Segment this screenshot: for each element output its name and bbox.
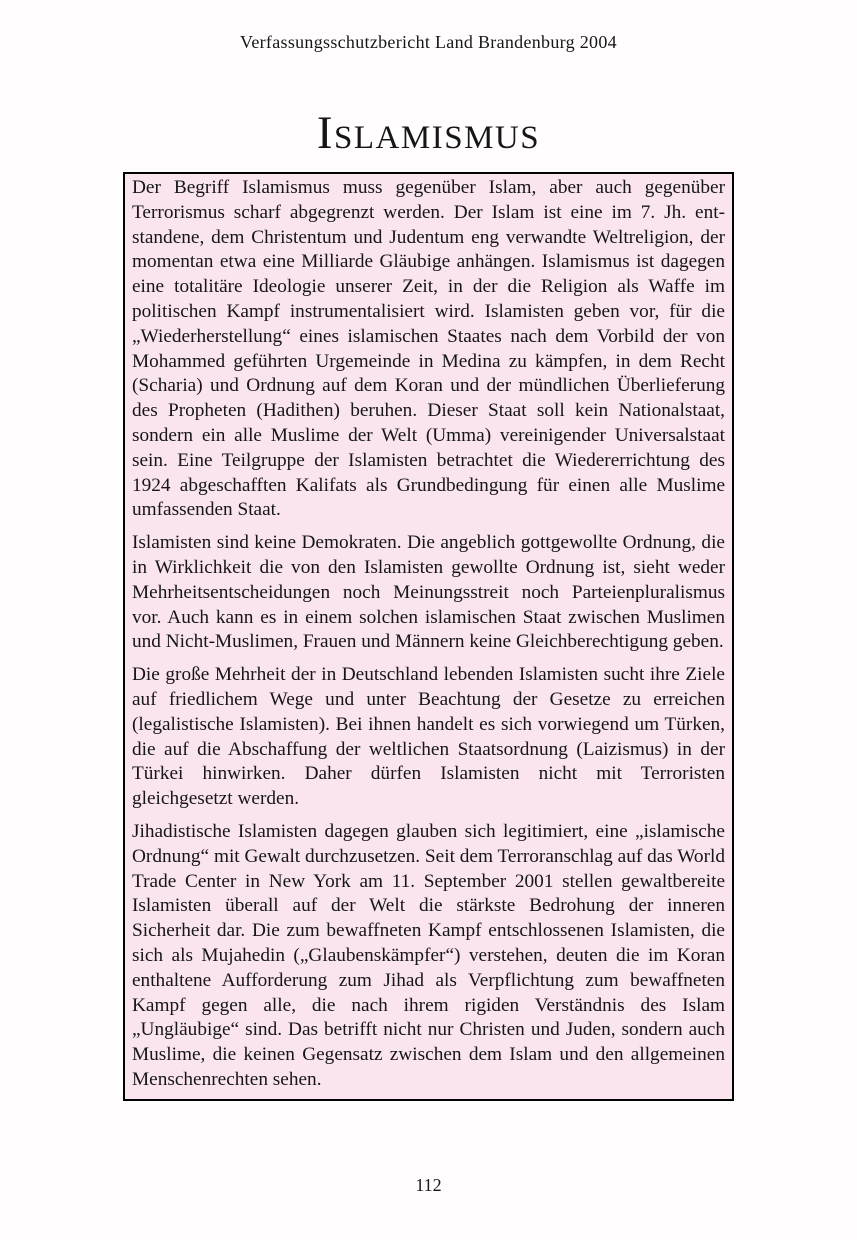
paragraph-islamisten-demokratie: Islamisten sind keine Demokraten. Die angeblich gottgewollte Ordnung, die in Wirklichkeit die von den Islamisten gewollte Ordnung ist, sieht weder Mehrheitsentscheidungen noch Meinungsstreit noch Parteienpluralismus vor. Auch kann es in einem solchen islamischen Staat zwischen Muslimen und Nicht-Muslimen, Frauen und Männern keine Gleichberechtigung geben. [132, 532, 725, 653]
paragraph-definition-islamismus: Der Begriff Islamismus muss gegenüber Islam, aber auch gegenüber Terrorismus scharf abgegrenzt werden. Der Islam ist eine im 7. Jh. entstandene, dem Christentum und Judentum eng verwandte Weltreligion, der momentan etwa eine Milliarde Gläubige anhängen. Islamismus ist dagegen eine totalitäre Ideologie unserer Zeit, in der die Religion als Waffe im politischen Kampf instrumentalisiert wird. Islamisten geben vor, für die „Wiederherstellung“ eines islamischen Staates nach dem Vorbild der von Mohammed geführten Urgemeinde in Medina zu kämpfen, in dem Recht (Scharia) und Ordnung auf dem Koran und der mündlichen Überlieferung des Propheten (Hadithen) beruhen. Dieser Staat soll kein Nationalstaat, sondern ein alle Muslime der Welt (Umma) vereinigender Universalstaat sein. Eine Teilgruppe der Islamisten betrachtet die Wiedererrichtung des 1924 abgeschafften Kalifats als Grundbedingung für einen alle Muslime umfassenden Staat. [132, 177, 725, 521]
content-box [123, 172, 734, 1101]
page-title: Islamismus [316, 107, 541, 159]
page-number: 112 [415, 1175, 442, 1195]
running-header: Verfassungsschutzbericht Land Brandenburg 2004 [240, 32, 617, 52]
paragraph-legalistische-islamisten: Die große Mehrheit der in Deutschland lebenden Islamisten sucht ihre Ziele auf friedlichem Wege und unter Beachtung der Gesetze zu erreichen (legalistische Islamisten). Bei ihnen handelt es sich vorwiegend um Türken, die auf die Abschaffung der weltlichen Staatsordnung (Laizismus) in der Türkei hinwirken. Daher dürfen Islamisten nicht mit Terroristen gleichgesetzt werden. [132, 664, 725, 810]
paragraph-jihadistische-islamisten: Jihadistische Islamisten dagegen glauben sich legitimiert, eine „islamische Ordnung“ mit Gewalt durchzusetzen. Seit dem Terroranschlag auf das World Trade Center in New York am 11. September 2001 stellen gewaltbereite Islamisten überall auf der Welt die stärkste Bedrohung der inneren Sicherheit dar. Die zum bewaffneten Kampf entschlossenen Islamisten, die sich als Mujahedin („Glaubenskämpfer“) verstehen, deuten die im Koran enthaltene Aufforderung zum Jihad als Verpflichtung zum bewaffneten Kampf gegen alle, die nach ihrem rigiden Verständnis des Islam „Ungläubige“ sind. Das betrifft nicht nur Christen und Juden, sondern auch Muslime, die keinen Gegensatz zwischen dem Islam und den allgemeinen Menschenrechten sehen. [132, 820, 725, 1090]
